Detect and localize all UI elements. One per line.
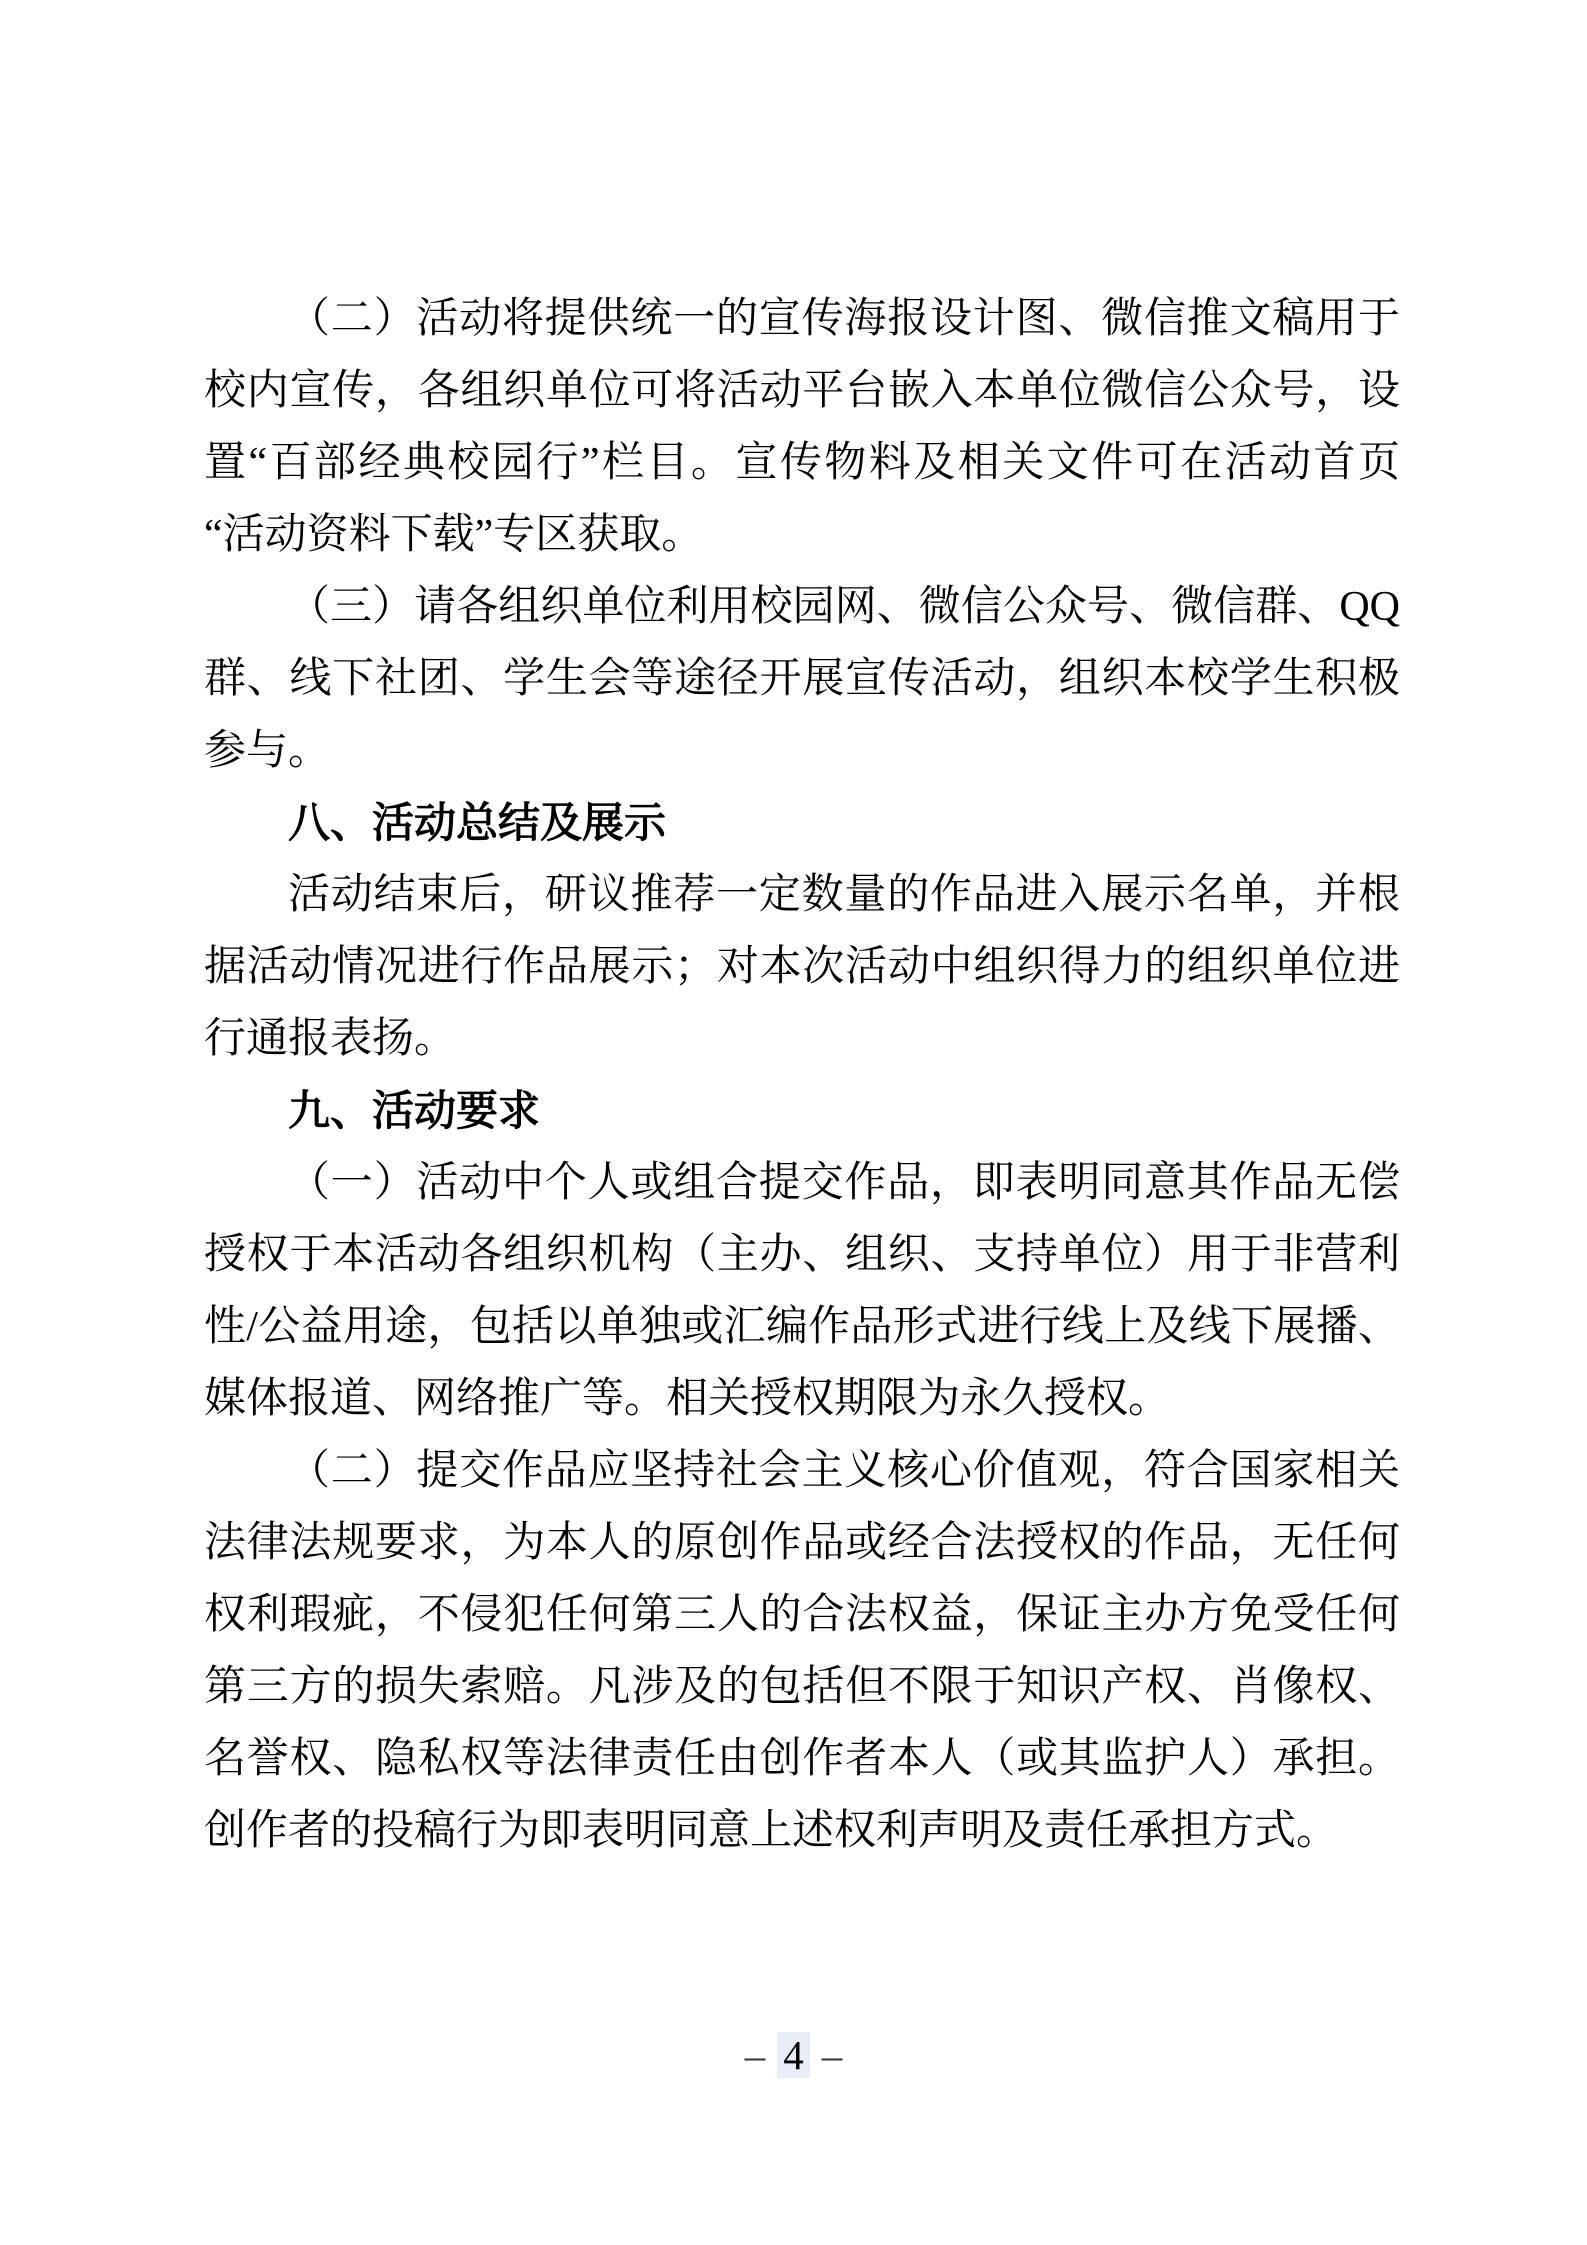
paragraph-line: 群、线下社团、学生会等途径开展宣传活动，组织本校学生积极 [204,656,1400,702]
paragraph-line: 法律法规要求，为本人的原创作品或经合法授权的作品，无任何 [204,1520,1400,1566]
paragraph-line: 活动结束后，研议推荐一定数量的作品进入展示名单，并根 [288,872,1400,918]
paragraph-line: 行通报表扬。 [204,1016,457,1062]
footer-dash-left: – [744,2032,766,2078]
paragraph [204,1147,1400,1435]
paragraph-line: （二）提交作品应坚持社会主义核心价值观，符合国家相关 [288,1448,1400,1494]
section-heading [204,1075,1400,1147]
section-heading-line: 八、活动总结及展示 [288,799,667,846]
paragraph [204,1435,1400,1867]
footer-dash-right: – [821,2032,843,2078]
paragraph-line: 校内宣传，各组织单位可将活动平台嵌入本单位微信公众号，设 [204,368,1400,414]
paragraph-line: 置“百部经典校园行”栏目。宣传物料及相关文件可在活动首页 [204,440,1400,486]
paragraph-line: 媒体报道、网络推广等。相关授权期限为永久授权。 [204,1376,1171,1422]
page-footer [0,2033,1587,2078]
section-heading-line: 九、活动要求 [288,1087,541,1134]
paragraph-line: 参与。 [204,728,331,774]
page-number: 4 [777,2032,810,2078]
paragraph [204,283,1400,571]
paragraph-line: “活动资料下载”专区获取。 [204,512,704,558]
paragraph-line: 名誉权、隐私权等法律责任由创作者本人（或其监护人）承担。 [204,1736,1400,1782]
paragraph [204,571,1400,787]
paragraph [204,859,1400,1075]
paragraph-line: （一）活动中个人或组合提交作品，即表明同意其作品无偿 [288,1160,1400,1206]
paragraph-line: 权利瑕疵，不侵犯任何第三人的合法权益，保证主办方免受任何 [204,1592,1400,1638]
paragraph-line: 创作者的投稿行为即表明同意上述权利声明及责任承担方式。 [204,1808,1339,1854]
paragraph-line: 性/公益用途，包括以单独或汇编作品形式进行线上及线下展播、 [204,1304,1400,1350]
paragraph-line: （三）请各组织单位利用校园网、微信公众号、微信群、QQ [288,584,1400,630]
document-body [204,283,1400,1867]
paragraph-line: （二）活动将提供统一的宣传海报设计图、微信推文稿用于 [288,296,1400,342]
paragraph-line: 授权于本活动各组织机构（主办、组织、支持单位）用于非营利 [204,1232,1400,1278]
paragraph-line: 据活动情况进行作品展示；对本次活动中组织得力的组织单位进 [204,944,1400,990]
paragraph-line: 第三方的损失索赔。凡涉及的包括但不限于知识产权、肖像权、 [204,1664,1400,1710]
section-heading [204,787,1400,859]
